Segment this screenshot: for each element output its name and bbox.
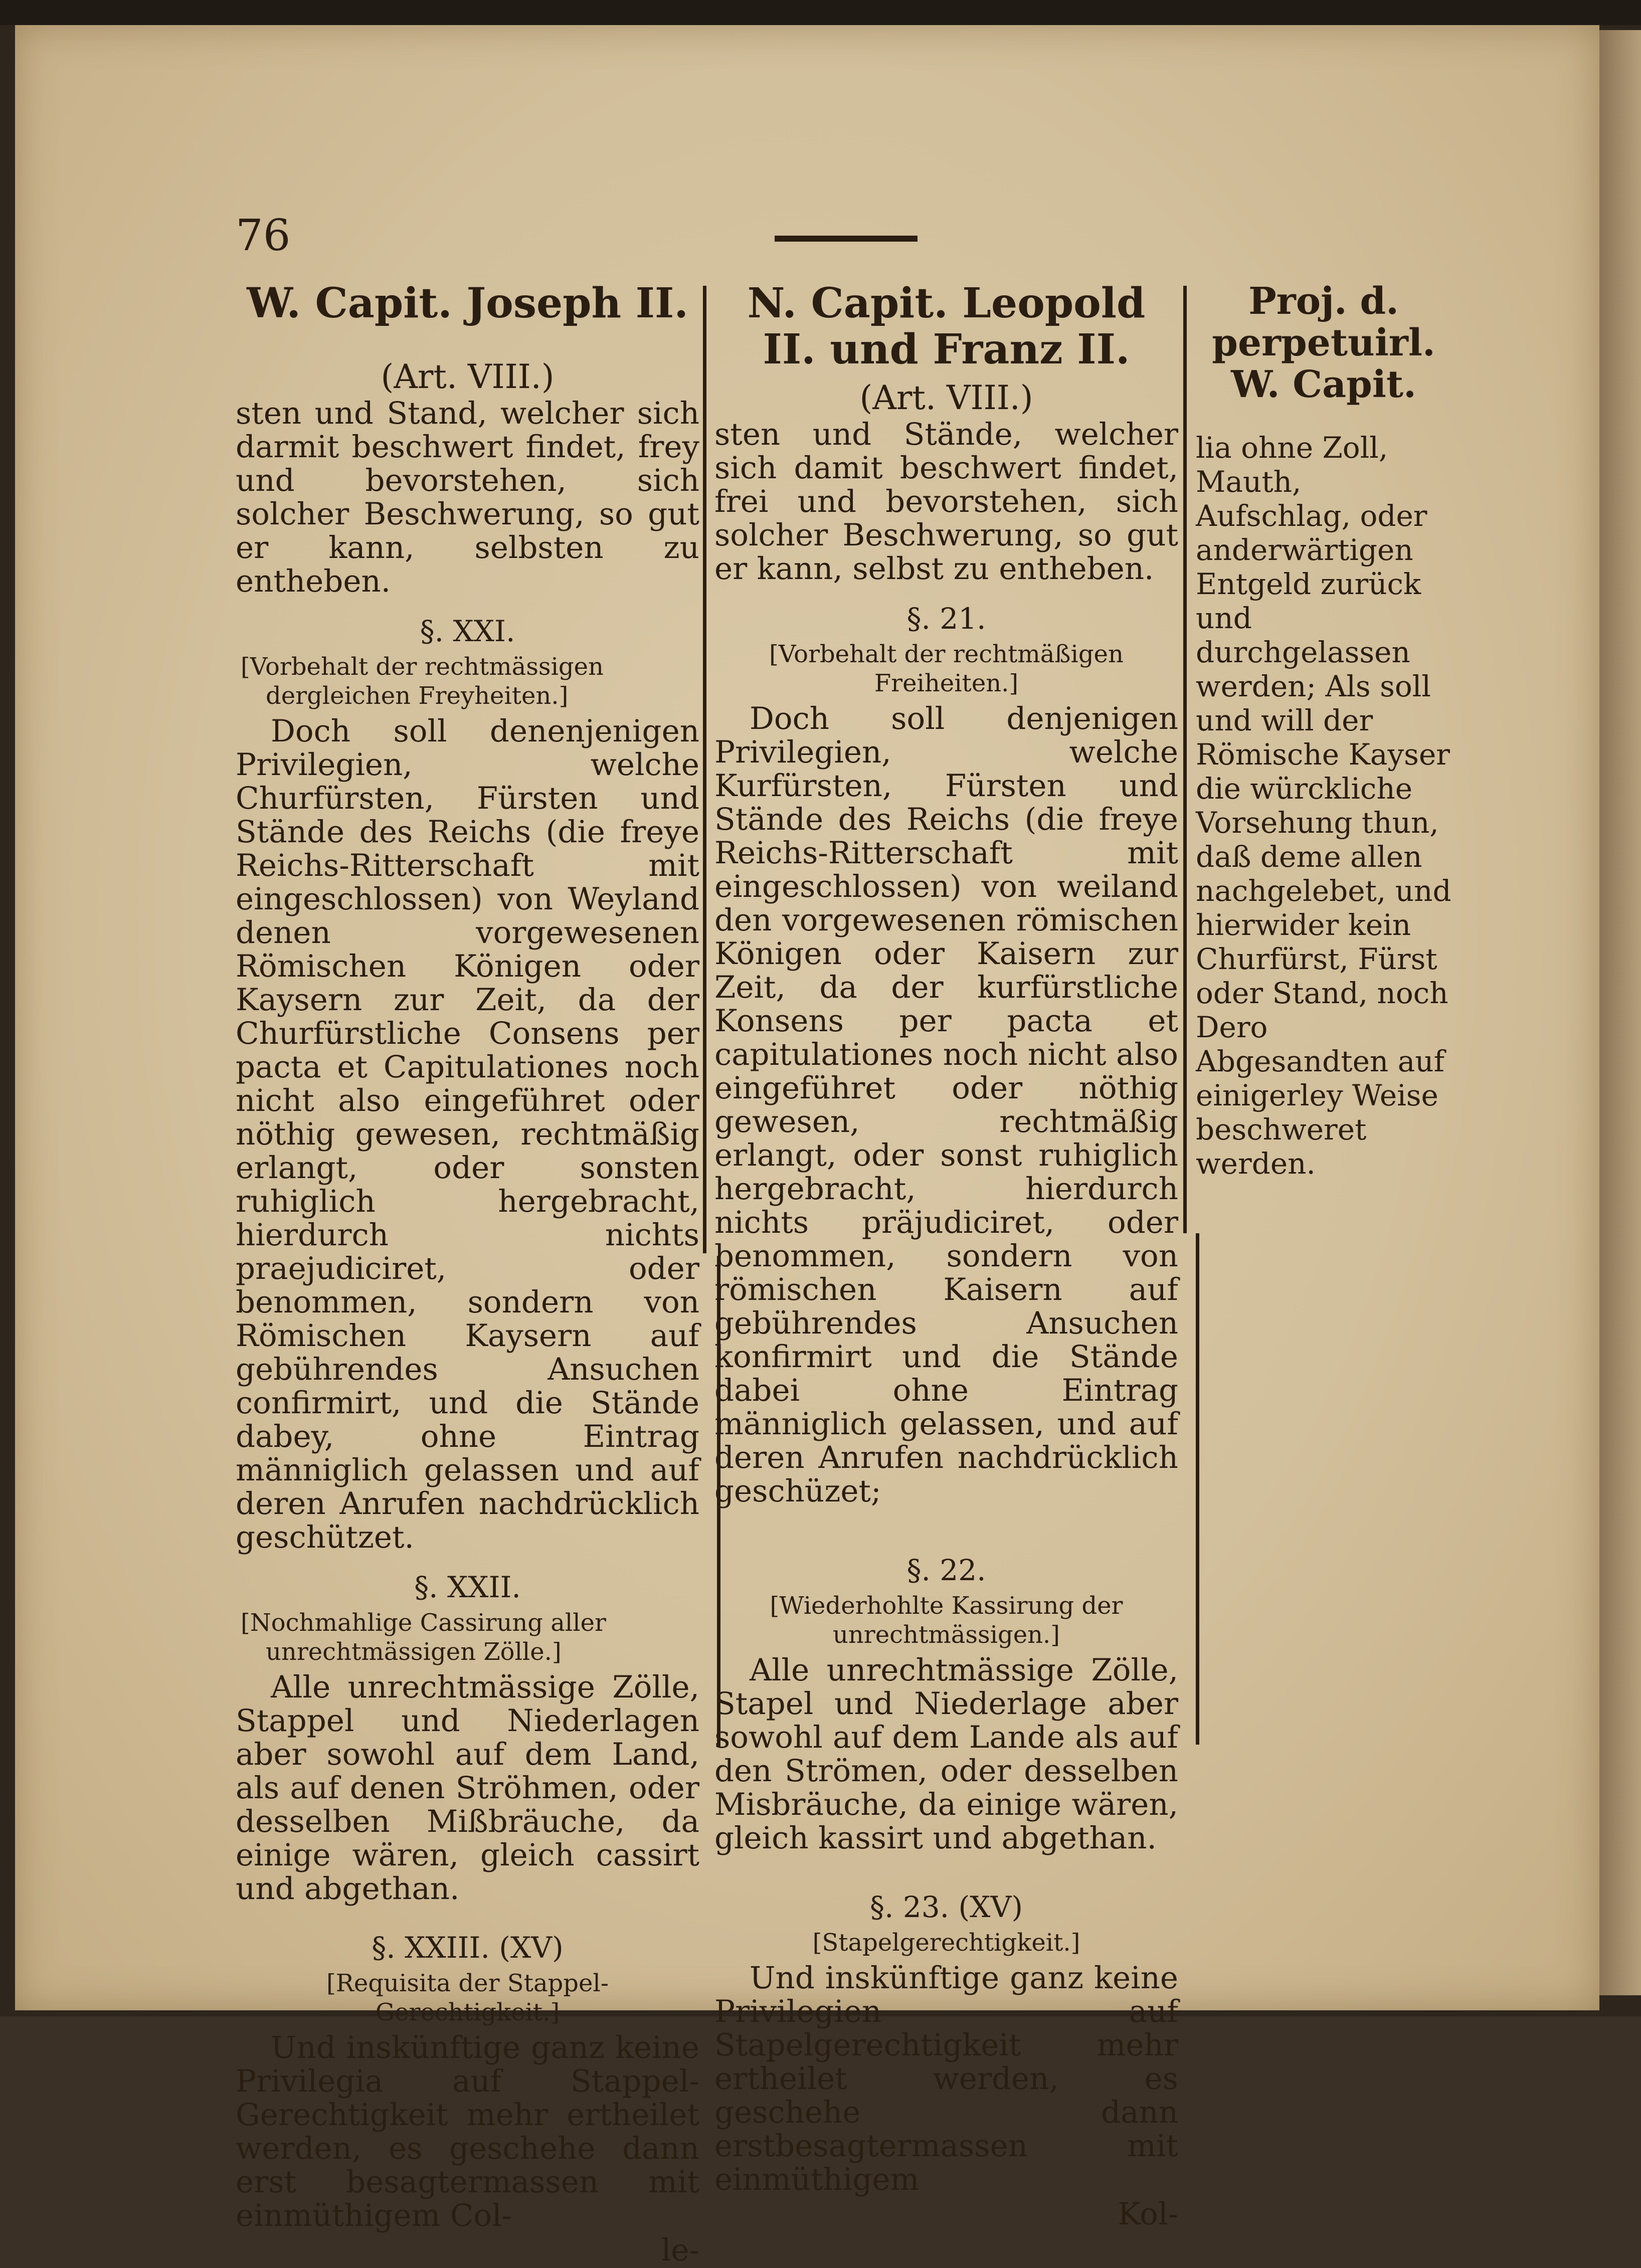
column-divider-2 [1183, 286, 1187, 1233]
section-note: [Vorbehalt der rechtmässigen dergleichen Freyheiten.] [241, 653, 604, 710]
facing-page-edge [1599, 30, 1641, 1995]
section-text: Alle unrechtmässige Zölle, Stapel und Niederlage aber sowohl auf dem Lande als auf den Strömen, oder desselben Misbräuche, da einige wären, gleich kassirt und abgethan. [714, 1652, 1178, 1856]
section-number: §. XXII. [414, 1570, 521, 1605]
section-note: [Requisita der Stappel-Gerechtigkeit.] [326, 1969, 609, 2027]
section-text: Und inskünftige ganz keine Privilegien auf Stapelgerechtigkeit mehr ertheilet werden, es geschehe dann erstbesagtermassen mit einmüthigem [714, 1960, 1178, 2197]
section-number: §. XXI. [420, 614, 515, 649]
section-note: [Nochmahlige Cassirung aller unrechtmässigen Zölle.] [241, 1609, 606, 1666]
column-divider-1 [703, 286, 706, 1253]
section-number: §. 22. [906, 1553, 986, 1587]
section-number: §. XXIII. (XV) [372, 1931, 564, 1965]
catchword: Kol- [1118, 2196, 1178, 2232]
column-heading: N. Capit. Leopold II. und Franz II. [747, 279, 1146, 373]
page-number: 76 [236, 211, 291, 261]
section-text: Doch soll denjenigen Privilegien, welche Kurfürsten, Fürsten und Stände des Reichs (die freye Reichs-Ritterschaft mit eingeschlossen) von weiland den vorgewesenen römischen Königen oder Kaisern zur Zeit, da der kurfürstliche Konsens per pacta et capitulationes noch nicht also eingeführet oder nöthig gewesen, rechtmäßig erlangt, oder sonst ruhiglich hergebracht, hierdurch nichts präjudiciret, oder benommen, sondern von römischen Kaisern auf gebührendes Ansuchen konfirmirt und die Stände dabei ohne Eintrag männiglich gelassen, und auf deren Anrufen nachdrücklich geschüzet; [714, 700, 1178, 1509]
column-heading: Proj. d. perpetuirl. W. Capit. [1212, 280, 1435, 406]
continuation-text: sten und Stände, welcher sich damit beschwert findet, frei und bevorstehen, sich solcher Beschwerung, so gut er kann, selbst zu entheben. [714, 416, 1178, 587]
section-note: [Wiederhohlte Kassirung der unrechtmässigen.] [770, 1591, 1123, 1649]
section-text: Alle unrechtmässige Zölle, Stappel und Niederlagen aber sowohl auf dem Land, als auf denen Ströhmen, oder desselben Mißbräuche, da einige wären, gleich cassirt und abgethan. [236, 1669, 699, 1907]
article-label: (Art. VIII.) [381, 357, 555, 396]
column-leopold-franz [714, 281, 1178, 2232]
catchword: le- [661, 2232, 699, 2268]
continuation-text: sten und Stand, welcher sich darmit beschwert findet, frey und bevorstehen, sich solcher Beschwerung, so gut er kann, selbsten zu entheben. [236, 396, 699, 600]
section-text: Und inskünftige ganz keine Privilegia auf Stappel-Gerechtigkeit mehr ertheilet werden, es geschehe dann erst besagtermassen mit einmüthigem Col- [236, 2030, 699, 2234]
column-divider-2-lower [1196, 1233, 1199, 1745]
column-heading: W. Capit. Joseph II. [247, 279, 688, 327]
section-text: Doch soll denenjenigen Privilegien, welche Churfürsten, Fürsten und Stände des Reichs (die freye Reichs-Ritterschaft mit eingeschlossen) von Weyland denen vorgewesenen Römischen Königen oder Kaysern zur Zeit, da der Churfürstliche Consens per pacta et Capitulationes noch nicht also eingeführet oder nöthig gewesen, rechtmäßig erlangt, oder sonsten ruhiglich hergebracht, hierdurch nichts praejudiciret, oder benommen, sondern von Römischen Kaysern auf gebührendes Ansuchen confirmirt, und die Stände dabey, ohne Eintrag männiglich gelassen und auf deren Anrufen nachdrücklich geschützet. [236, 713, 699, 1556]
section-note: [Vorbehalt der rechtmäßigen Freiheiten.] [769, 640, 1124, 697]
column-perpetual-capitulation [1196, 281, 1451, 1181]
scan-top-edge [0, 0, 1641, 25]
article-label: (Art. VIII.) [859, 378, 1033, 417]
column-joseph [236, 281, 699, 2268]
section-note: [Stapelgerechtigkeit.] [812, 1928, 1080, 1957]
header-rule [775, 236, 918, 242]
section-number: §. 21. [906, 601, 986, 636]
section-number: §. 23. (XV) [870, 1889, 1023, 1924]
continuation-text: lia ohne Zoll, Mauth, Aufschlag, oder anderwärtigen Entgeld zurück und durchgelassen werden; Als soll und will der Römische Kayser die würckliche Vorsehung thun, daß deme allen nachgelebet, und hierwider kein Churfürst, Fürst oder Stand, noch Dero Abgesandten auf einigerley Weise beschweret werden. [1196, 430, 1451, 1181]
